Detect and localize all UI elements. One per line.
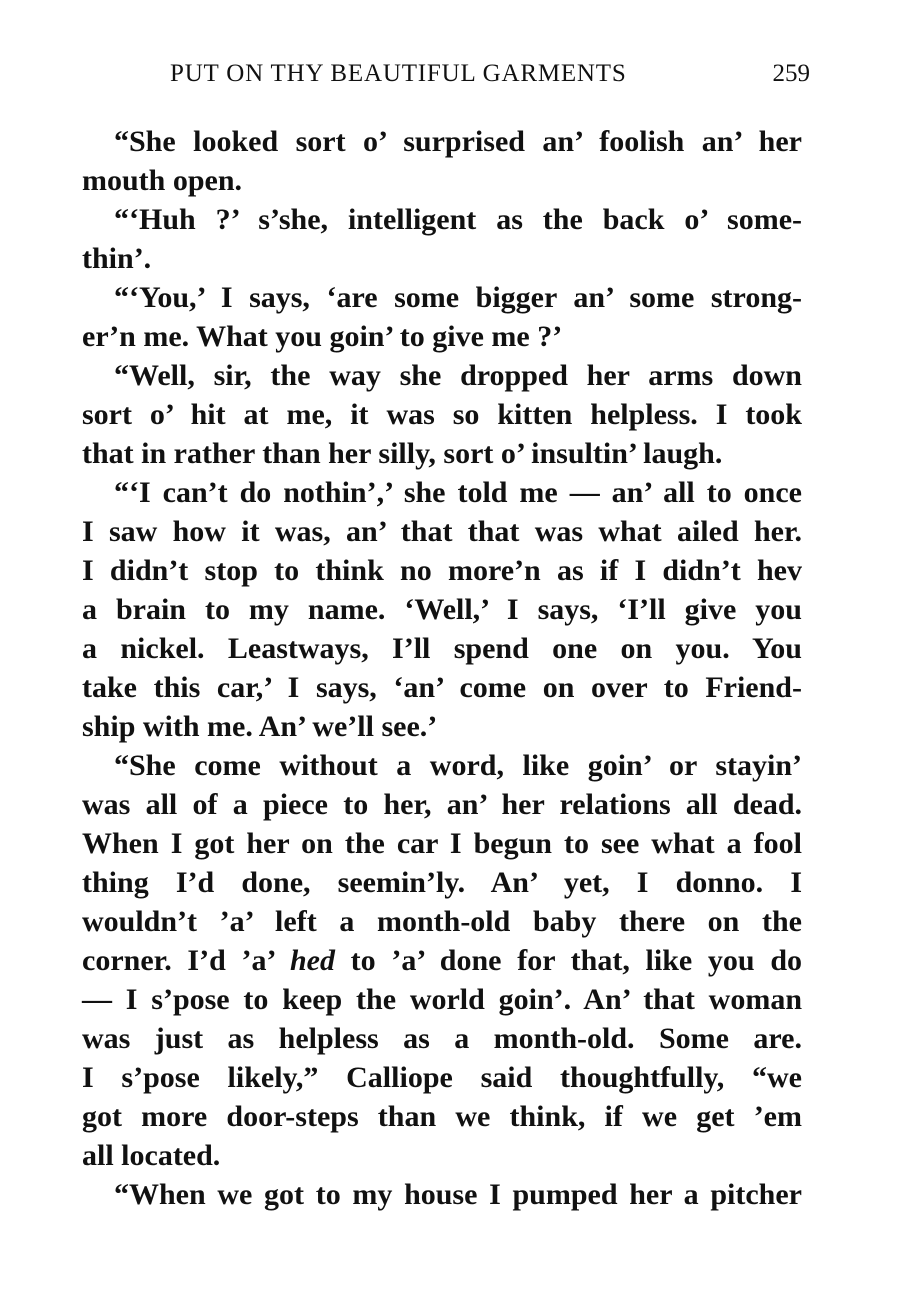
text-line: a nickel. Leastways, I’ll spend one on you. You	[82, 632, 802, 665]
running-head	[170, 60, 810, 100]
running-title: PUT ON THY BEAUTIFUL GARMENTS	[170, 60, 627, 87]
italic-word: hed	[289, 944, 335, 977]
text-line: “She come without a word, like goin’ or stayin’	[114, 749, 802, 782]
text-line: “‘Huh ?’ s’she, intelligent as the back o’ some-	[114, 203, 802, 236]
text-line: I didn’t stop to think no more’n as if I didn’t hev	[82, 554, 802, 587]
text-line: thing I’d done, seemin’ly. An’ yet, I donno. I	[82, 866, 802, 899]
text-line: I s’pose likely,” Calliope said thoughtfully, “we	[82, 1061, 802, 1094]
text-line: When I got her on the car I begun to see what a fool	[82, 827, 802, 860]
text-line: was all of a piece to her, an’ her relations all dead.	[82, 788, 802, 821]
text-line: “Well, sir, the way she dropped her arms down	[114, 359, 802, 392]
text-line: wouldn’t ’a’ left a month-old baby there on the	[82, 905, 802, 938]
text-line: corner. I’d ’a’ hed to ’a’ done for that, like you do	[82, 944, 803, 977]
text-line: that in rather than her silly, sort o’ insultin’ laugh.	[82, 437, 723, 470]
text-line: — I s’pose to keep the world goin’. An’ that woman	[82, 983, 802, 1016]
text-line: take this car,’ I says, ‘an’ come on over to Friend-	[82, 671, 802, 704]
text-line: “When we got to my house I pumped her a pitcher	[114, 1178, 802, 1211]
text-line: was just as helpless as a month-old. Some are.	[82, 1022, 802, 1055]
page-number: 259	[772, 60, 810, 87]
body-text	[82, 122, 802, 1214]
text-line: mouth open.	[82, 164, 243, 197]
text-line: “‘You,’ I says, ‘are some bigger an’ some strong-	[114, 281, 802, 314]
text-line: got more door-steps than we think, if we get ’em	[82, 1100, 802, 1133]
text-line: thin’.	[82, 242, 152, 275]
text-line: ship with me. An’ we’ll see.’	[82, 710, 438, 743]
text-line: I saw how it was, an’ that that was what ailed her.	[82, 515, 802, 548]
text-line: all located.	[82, 1139, 221, 1172]
text-line: er’n me. What you goin’ to give me ?’	[82, 320, 563, 353]
text-line: a brain to my name. ‘Well,’ I says, ‘I’ll give you	[82, 593, 802, 626]
text-line: “She looked sort o’ surprised an’ foolish an’ her	[114, 125, 802, 158]
text-line: “‘I can’t do nothin’,’ she told me — an’ all to once	[114, 476, 802, 509]
text-line: sort o’ hit at me, it was so kitten helpless. I took	[82, 398, 802, 431]
